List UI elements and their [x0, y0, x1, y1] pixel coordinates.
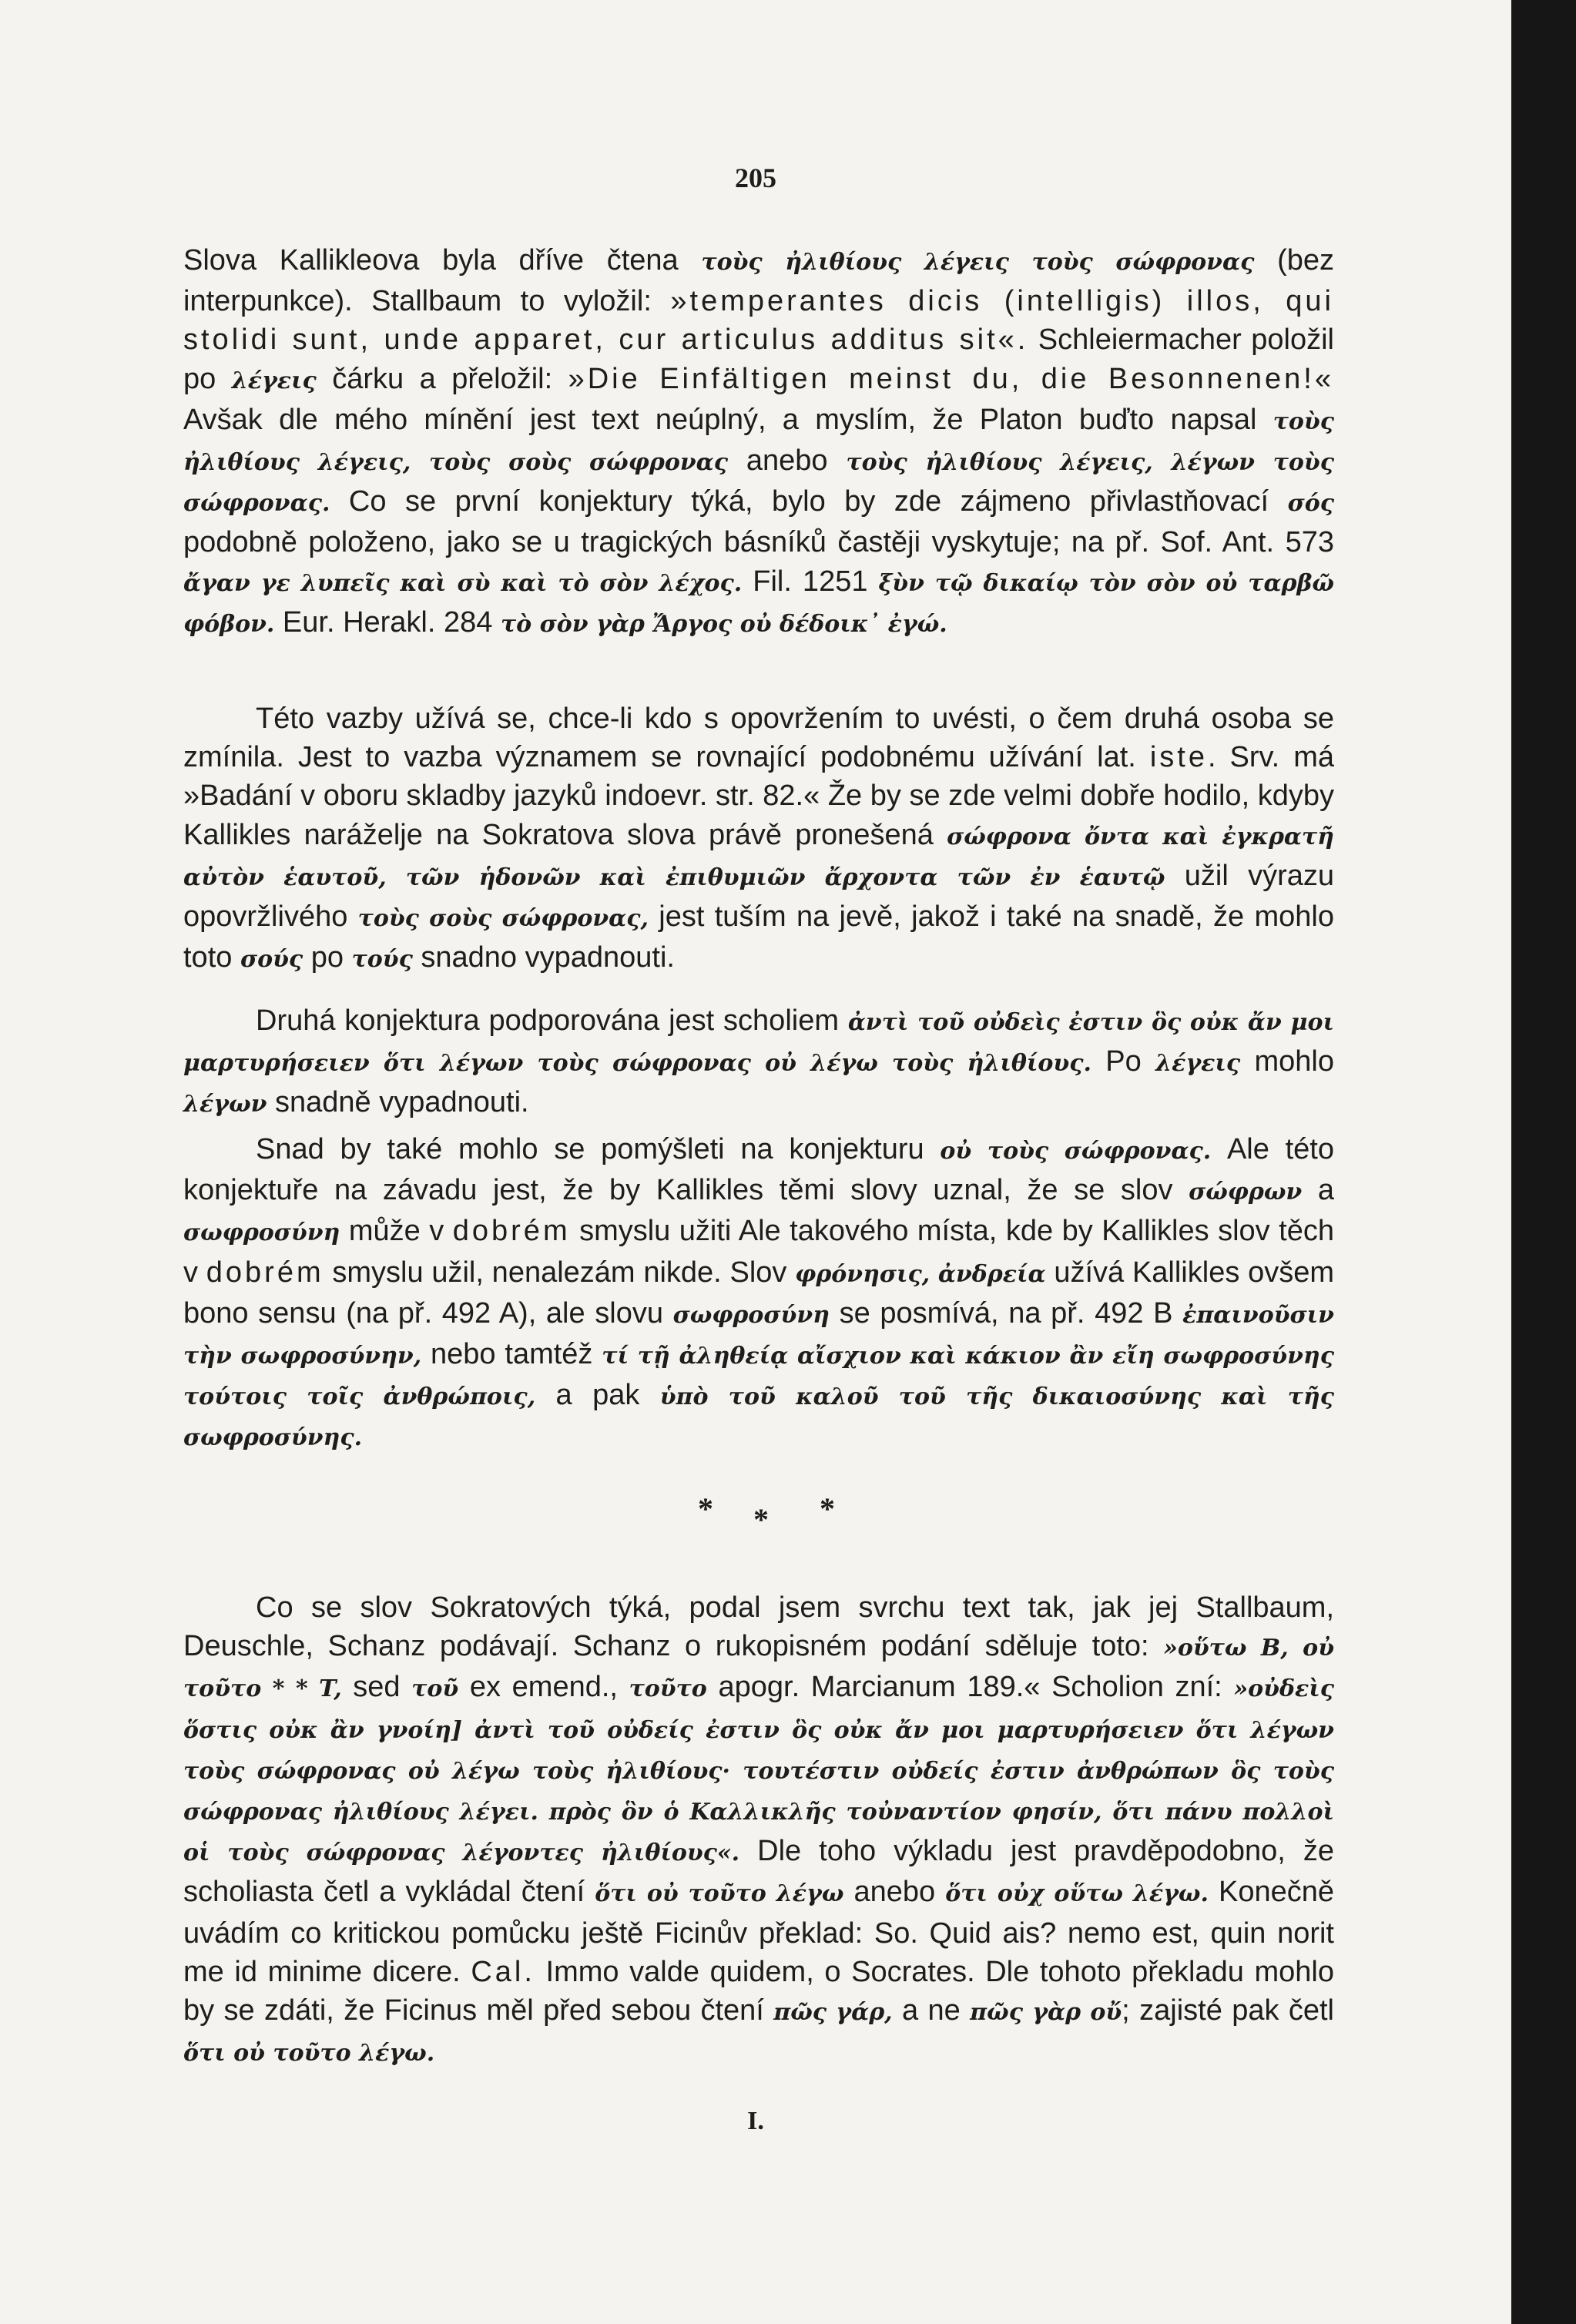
greek-quote: τὸ σὸν γὰρ Ἄργος οὐ δέδοικ᾽ ἐγώ. — [500, 610, 947, 638]
greek-word: σωφροσύνη — [183, 1219, 340, 1247]
section-separator — [0, 1491, 1511, 1537]
greek-quote: ἐπαινοῦσιν τὴν σωφροσύνην, — [183, 1301, 1334, 1370]
greek-quote: τοὺς ἠλιθίους λέγεις, λέγων τοὺς σώφρονας. — [183, 449, 1335, 518]
paragraph-3: Druhá konjektura podporována jest scholiem ἀντὶ τοῦ οὐδεὶς ἐστιν ὃς οὐκ ἄν μοι μαρτυρήσειεν ὅτι λέγων τοὺς σώφρονας οὐ λέγω τοὺς ἠλιθίους. Po λέγεις mohlo λέγων snadně vypadnouti. — [183, 1004, 1334, 1119]
greek-quote: ἀντὶ τοῦ οὐδεὶς ἐστιν ὃς οὐκ ἄν μοι μαρτυρήσειεν ὅτι λέγων τοὺς σώφρονας οὐ λέγω τοὺς ἠλιθίους. — [183, 1009, 1334, 1078]
greek-word: σώφρων — [1189, 1179, 1303, 1206]
paragraph-4: Snad by také mohlo se pomýšleti na konjekturu οὐ τοὺς σώφρονας. Ale této konjektuře na závadu jest, že by Kallikles těmi slovy uznal, že se slov σώφρων a σωφροσύνη může v dobrém smyslu užiti Ale takového místa, kde by Kallikles slov těch v dobrém smyslu užil, nenalezám nikde. Slov φρόνησις, ἀνδρεία užívá Kallikles ovšem bono sensu (na př. 492 A), ale slovu σωφροσύνη se posmívá, na př. 492 B ἐπαινοῦσιν τὴν σωφροσύνην, nebo tamtéž τί τῇ ἀληθείᾳ αἴσχιον καὶ κάκιον ἂν εἴη σωφροσύνης τούτοις τοῖς ἀνθρώποις, a pak ὑπὸ τοῦ καλοῦ τοῦ τῆς δικαιοσύνης καὶ τῆς σωφροσύνης. — [183, 1133, 1335, 1452]
separator-star: * — [698, 1491, 713, 1526]
greek-word: σωφροσύνη — [672, 1301, 830, 1329]
greek-quote: πῶς γάρ, — [773, 1999, 893, 2027]
greek-quote: ἄγαν γε λυπεῖς καὶ σὺ καὶ τὸ σὸν λέχος. — [183, 569, 743, 597]
greek-quote: ὅτι οὐ τοῦτο λέγω — [595, 1880, 844, 1908]
greek-quote: τοὺς ἠλιθίους λέγεις τοὺς σώφρονας — [701, 249, 1255, 276]
greek-word: τούς — [351, 946, 413, 974]
scan-border — [1511, 0, 1576, 2324]
paragraph-2: Této vazby užívá se, chce-li kdo s opovržením to uvésti, o čem druhá osoba se zmínila. Jest to vazba významem se rovnající podobnému užívání lat. iste. Srv. má »Badání v oboru skladby jazyků indoevr. str. 82.« Že by se zde velmi dobře hodilo, kdyby Kallikles naráželje na Sokratova slova právě pronešená σώφρονα ὄντα καὶ ἐγκρατῆ αὐτὸν ἑαυτοῦ, τῶν ἡδονῶν καὶ ἐπιθυμιῶν ἄρχοντα τῶν ἐν ἑαυτῷ užil výrazu opovržlivého τοὺς σοὺς σώφρονας, jest tuším na jevě, jakož i také na snadě, že mohlo toto σούς po τούς snadno vypadnouti. — [183, 703, 1334, 974]
paragraph-5: Co se slov Sokratových týká, podal jsem svrchu text tak, jak jej Stallbaum, Deuschle, Schanz podávají. Schanz o rukopisném podání sděluje toto: »οὕτω B, οὐ τοῦτο * * T, sed τοῦ ex emend., τοῦτο apogr. Marcianum 189.« Scholion zní: »οὐδεὶς ὅστις οὐκ ἂν γνοίη] ἀντὶ τοῦ οὐδείς ἐστιν ὃς οὐκ ἄν μοι μαρτυρήσειεν ὅτι λέγων τοὺς σώφρονας οὐ λέγω τοὺς ἠλιθίους· τουτέστιν οὐδείς ἐστιν ἀνθρώπων ὃς τοὺς σώφρονας ἠλιθίους λέγει. πρὸς ὃν ὁ Καλλικλῆς τοὐναντίον φησίν, ὅτι πάνυ πολλοὶ οἱ τοὺς σώφρονας λέγοντες ἠλιθίους«. Dle toho výkladu jest pravděpodobno, že scholiasta četl a vykládal čtení ὅτι οὐ τοῦτο λέγω anebo ὅτι οὐχ οὕτω λέγω. Konečně uvádím co kritickou pomůcku ještě Ficinův překlad: So. Quid ais? nemo est, quin norit me id minime dicere. Cal. Immo valde quidem, o Socrates. Dle tohoto překladu mohlo by se zdáti, že Ficinus měl před sebou čtení πῶς γάρ, a ne πῶς γὰρ οὔ; zajisté pak četl ὅτι οὐ τοῦτο λέγω. — [183, 1591, 1335, 2067]
greek-quote: φρόνησις, ἀνδρεία — [795, 1260, 1046, 1288]
greek-quote: οὐ τοὺς σώφρονας. — [940, 1138, 1212, 1165]
page-number: 205 — [735, 163, 776, 193]
greek-scholion: »οὐδεὶς ὅστις οὐκ ἂν γνοίη] ἀντὶ τοῦ οὐδείς ἐστιν ὃς οὐκ ἄν μοι μαρτυρήσειεν ὅτι λέγων τοὺς σώφρονας οὐ λέγω τοὺς ἠλιθίους· τουτέστιν οὐδείς ἐστιν ἀνθρώπων ὃς τοὺς σώφρονας ἠλιθίους λέγει. πρὸς ὃν ὁ Καλλικλῆς τοὐναντίον φησίν, ὅτι πάνυ πολλοὶ οἱ τοὺς σώφρονας λέγοντες ἠλιθίους«. — [183, 1675, 1334, 1867]
signature-mark: I. — [747, 2107, 764, 2135]
paragraph-1: Slova Kallikleova byla dříve čtena τοὺς ἠλιθίους λέγεις τοὺς σώφρονας (bez interpunkce). Stallbaum to vyložil: »temperantes dicis (intelligis) illos, qui stolidi sunt, unde apparet, cur articulus additus sit«. Schleiermacher položil po λέγεις čárku a přeložil: »Die Einfältigen meinst du, die Besonnenen!« Avšak dle mého mínění jest text neúplný, a myslím, že Platon buďto napsal τοὺς ἠλιθίους λέγεις, τοὺς σοὺς σώφρονας anebo τοὺς ἠλιθίους λέγεις, λέγων τοὺς σώφρονας. Co se první konjektury týká, bylo by zde zájmeno přivlastňovací σός podobně položeno, jako se u tragických básníků častěji vyskytuje; na př. Sof. Ant. 573 ἄγαν γε λυπεῖς καὶ σὺ καὶ τὸ σὸν λέχος. Fil. 1251 ξὺν τῷ δικαίῳ τὸν σὸν οὐ ταρβῶ φόβον. Eur. Herakl. 284 τὸ σὸν γὰρ Ἄργος οὐ δέδοικ᾽ ἐγώ. — [183, 244, 1335, 639]
greek-quote: ξὺν τῷ δικαίῳ τὸν σὸν οὐ ταρβῶ φόβον. — [183, 569, 1334, 638]
greek-word: τοῦ — [411, 1675, 459, 1703]
greek-word: τοῦτο — [629, 1675, 707, 1703]
greek-word: λέγεις — [1155, 1050, 1241, 1078]
greek-word: λέγων — [183, 1091, 267, 1118]
greek-quote: τοὺς σοὺς σώφρονας, — [357, 905, 649, 933]
greek-word: σούς — [240, 946, 303, 974]
greek-quote: τί τῇ ἀληθείᾳ αἴσχιον καὶ κάκιον ἂν εἴη σωφροσύνης τούτοις τοῖς ἀνθρώποις, — [183, 1343, 1334, 1411]
greek-quote: »οὕτω B, οὐ τοῦτο * * T, — [183, 1635, 1335, 1703]
greek-word: λέγεις — [231, 367, 317, 394]
separator-star: * — [753, 1502, 769, 1537]
greek-quote: σώφρονα ὄντα καὶ ἐγκρατῆ αὐτὸν ἑαυτοῦ, τῶν ἡδονῶν καὶ ἐπιθυμιῶν ἄρχοντα τῶν ἐν ἑαυτῷ — [183, 823, 1334, 891]
greek-quote: ὑπὸ τοῦ καλοῦ τοῦ τῆς δικαιοσύνης καὶ τῆς σωφροσύνης. — [183, 1383, 1334, 1452]
greek-quote: πῶς γὰρ οὔ — [970, 1999, 1122, 2027]
greek-quote: ὅτι οὐχ οὕτω λέγω. — [945, 1880, 1209, 1908]
greek-quote: τοὺς ἠλιθίους λέγεις, τοὺς σοὺς σώφρονας — [183, 407, 1334, 477]
greek-quote: ὅτι οὐ τοῦτο λέγω. — [183, 2040, 435, 2067]
separator-star: * — [820, 1491, 835, 1526]
greek-word: σός — [1287, 490, 1334, 518]
